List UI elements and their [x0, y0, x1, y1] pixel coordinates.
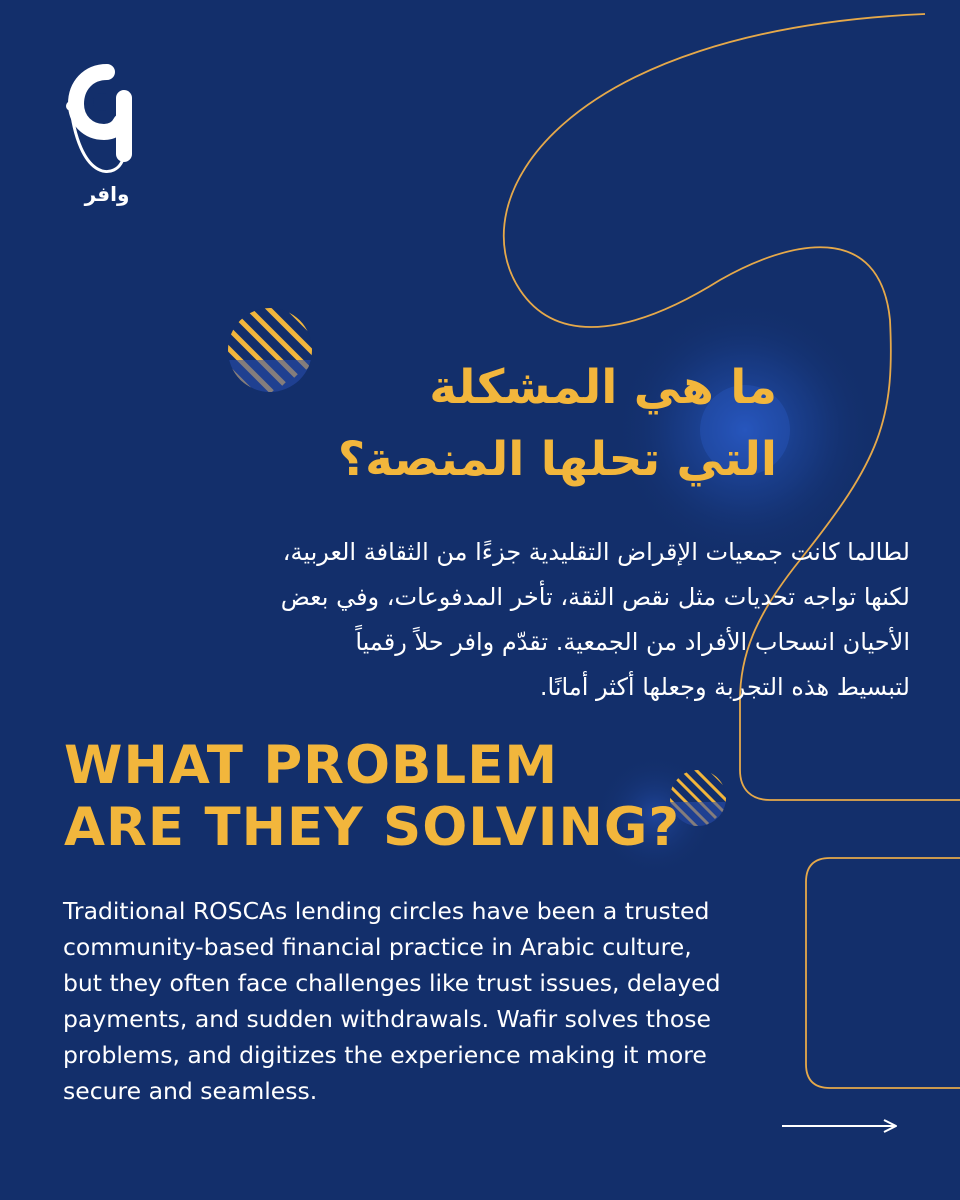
next-arrow-button[interactable] — [780, 1116, 900, 1136]
question-mark-dot-outline — [806, 858, 960, 1088]
english-paragraph-line: but they often face challenges like trust issues, delayed — [63, 969, 721, 997]
english-paragraph-line: Traditional ROSCAs lending circles have been a trusted — [63, 897, 710, 925]
arabic-heading-line-2: التي تحلها المنصة؟ — [337, 432, 777, 487]
english-paragraph-line: secure and seamless. — [63, 1077, 318, 1105]
english-paragraph-line: payments, and sudden withdrawals. Wafir solves those — [63, 1005, 711, 1033]
english-heading-line-1: WHAT PROBLEM — [64, 735, 559, 796]
arabic-paragraph-line: لطالما كانت جمعيات الإقراض التقليدية جزءًا من الثقافة العربية، — [282, 538, 910, 566]
arabic-paragraph-line: لتبسيط هذه التجربة وجعلها أكثر أمانًا. — [539, 673, 910, 701]
english-heading — [64, 735, 680, 859]
english-heading-line-2: ARE THEY SOLVING? — [64, 797, 681, 858]
arabic-paragraph-line: لكنها تواجه تحديات مثل نقص الثقة، تأخر المدفوعات، وفي بعض — [280, 583, 910, 611]
arrow-right-icon — [780, 1116, 900, 1136]
arabic-paragraph-line: الأحيان انسحاب الأفراد من الجمعية. تقدّم وافر حلاً رقمياً — [355, 628, 910, 656]
english-paragraph-line: community-based financial practice in Arabic culture, — [63, 933, 692, 961]
wafir-logo-icon — [52, 58, 162, 182]
arabic-heading — [157, 352, 777, 496]
brand-logo — [52, 58, 162, 218]
english-paragraph — [63, 893, 763, 1109]
english-paragraph-line: problems, and digitizes the experience making it more — [63, 1041, 707, 1069]
brand-name: وافر — [84, 182, 130, 206]
arabic-paragraph — [50, 530, 910, 710]
arabic-heading-line-1: ما هي المشكلة — [429, 360, 777, 415]
